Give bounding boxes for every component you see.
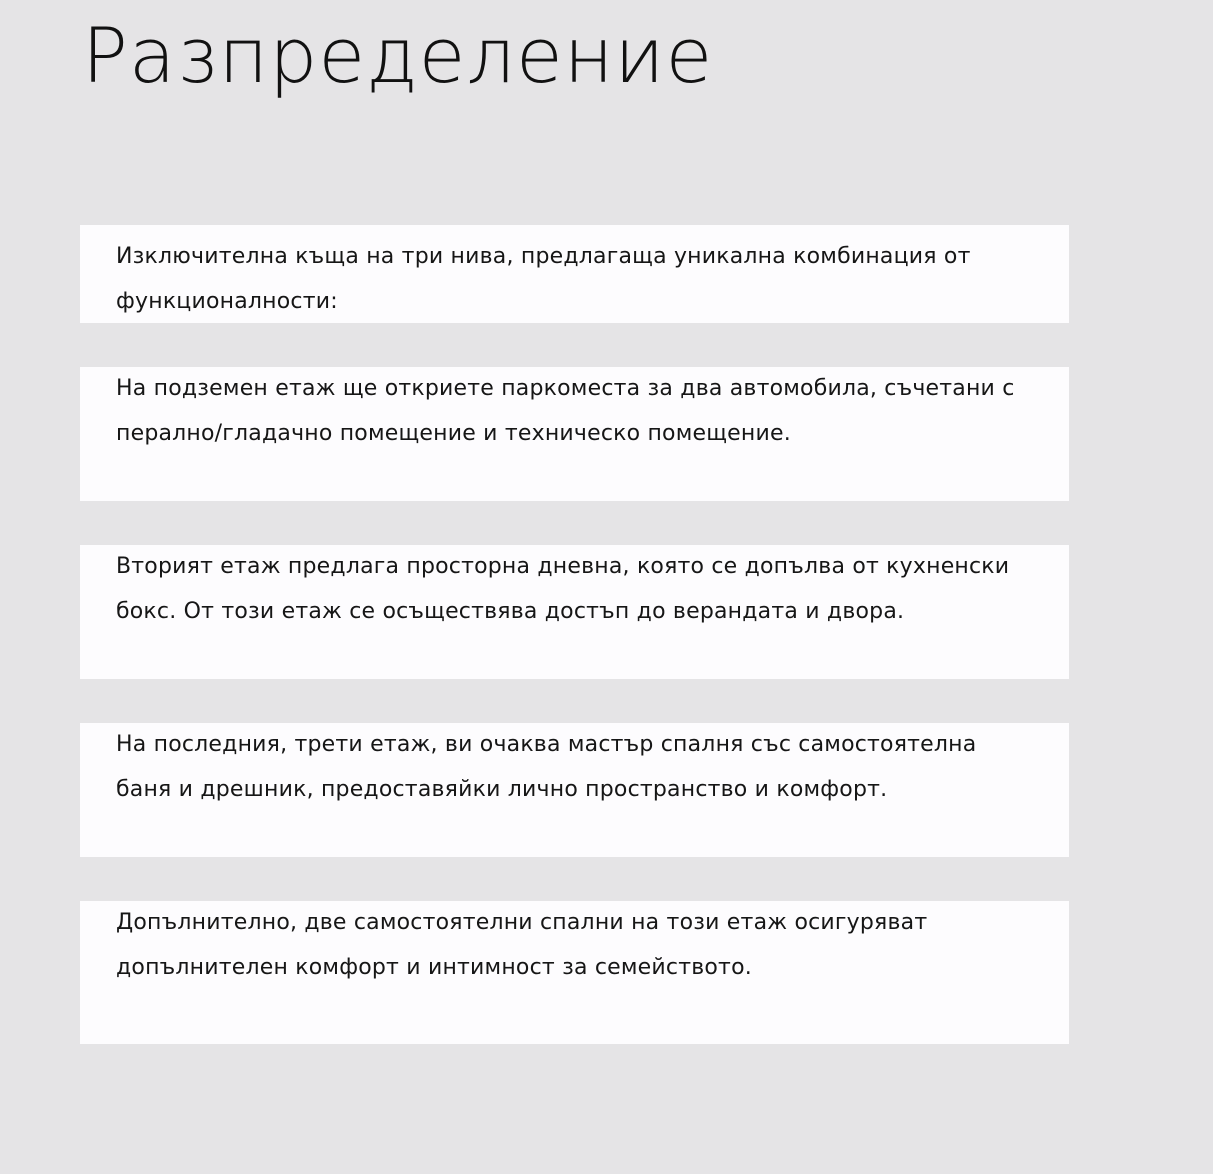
second-floor-text: Вторият етаж предлага просторна дневна, която се допълва от кухненски бокс. От този етаж се осъществява достъп до верандата и двора. [116, 554, 1010, 624]
basement-card [80, 367, 1069, 501]
third-floor-card [80, 723, 1069, 857]
intro-card [80, 225, 1069, 323]
basement-text: На подземен етаж ще откриете паркоместа за два автомобила, съчетани с перално/гладачно помещение и техническо помещение. [116, 376, 1015, 446]
intro-text: Изключителна къща на три нива, предлагаща уникална комбинация от функционалности: [116, 244, 971, 314]
page-title: Разпределение [82, 11, 714, 100]
layout-description-list [80, 225, 1069, 1088]
additional-bedrooms-text: Допълнително, две самостоятелни спални на този етаж осигуряват допълнителен комфорт и интимност за семейството. [116, 910, 928, 980]
third-floor-text: На последния, трети етаж, ви очаква мастър спалня със самостоятелна баня и дрешник, предоставяйки лично пространство и комфорт. [116, 732, 977, 802]
second-floor-card [80, 545, 1069, 679]
additional-bedrooms-card [80, 901, 1069, 1044]
